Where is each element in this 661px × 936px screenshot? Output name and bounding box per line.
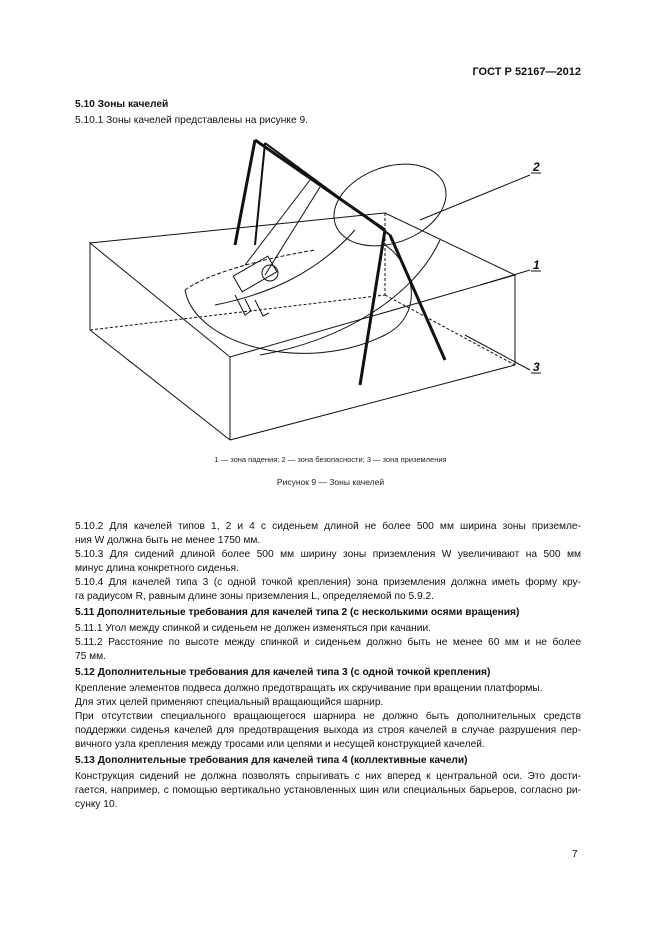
section-heading: 5.13 Дополнительные требования для качелей типа 4 (коллективные качели) (75, 755, 468, 766)
page-number: 7 (572, 849, 578, 860)
paragraph: вичного узла крепления между тросами или цепями и несущей конструкцией качелей. (75, 739, 485, 750)
paragraph: Для этих целей применяют специальный вращающийся шарнир. (75, 697, 384, 708)
label-2: 2 (533, 160, 540, 174)
zone-3-outline (185, 250, 315, 290)
figure-title: Рисунок 9 — Зоны качелей (276, 477, 385, 487)
swing-chain (265, 187, 320, 275)
zone-2-outline (260, 240, 440, 355)
section-heading: 5.12 Дополнительные требования для качелей типа 3 (с одной точкой крепления) (75, 667, 491, 678)
section-heading: 5.10 Зоны качелей (75, 99, 169, 110)
leader-2 (420, 175, 530, 220)
swing-seat-edge (255, 300, 269, 316)
box-edge (230, 365, 515, 440)
paragraph: минус длина конкретного сиденья. (75, 563, 239, 574)
standard-number: ГОСТ Р 52167—2012 (472, 66, 581, 78)
figure-legend: 1 — зона падения; 2 — зона безопасности; 3 — зона приземления (214, 455, 447, 464)
frame-leg (235, 140, 255, 245)
paragraph: га радиусом R, равным длине зоны приземления L, определяемой по 5.9.2. (75, 591, 434, 602)
paragraph: 5.10.2 Для качелей типов 1, 2 и 4 с сиденьем длиной не более 500 мм ширина зоны приземле- (75, 521, 581, 532)
paragraph: 5.11.2 Расстояние по высоте между спинкой и сиденьем должно быть не менее 60 мм и не более (75, 637, 581, 648)
frame-leg (255, 143, 265, 245)
paragraph: 5.11.1 Угол между спинкой и сиденьем не должен изменяться при качании. (75, 623, 432, 634)
paragraph: поддержки сиденья качелей для предотвращения выхода из строя качелей в случае разрушения пер- (75, 725, 581, 736)
body-text (75, 520, 581, 812)
label-3: 3 (533, 360, 540, 374)
paragraph: 75 мм. (75, 651, 107, 662)
swing-seat (233, 256, 277, 292)
zone-2-ellipse (323, 149, 458, 260)
paragraph: 5.10.4 Для качелей типа 3 (с одной точкой крепления) зона приземления должна иметь форму кру- (75, 577, 581, 588)
paragraph: Конструкция сидений не должна позволять спрыгивать с них вперед к центральной оси. Это дости- (75, 771, 581, 782)
section-heading: 5.11 Дополнительные требования для качелей типа 2 (с несколькими осями вращения) (75, 607, 520, 618)
paragraph: При отсутствии специального вращающегося шарнира не должно быть дополнительных средств (75, 711, 581, 722)
leader-1 (480, 270, 530, 285)
zone-1-top-face (90, 213, 515, 357)
hidden-edge (385, 295, 515, 365)
paragraph: ния W должна быть не менее 1750 мм. (75, 535, 261, 546)
section-5-10 (75, 98, 581, 128)
paragraph: сунку 10. (75, 799, 118, 810)
paragraph: Крепление элементов подвеса должно предотвращать их скручивание при вращении платформы. (75, 683, 543, 694)
box-edge (90, 330, 230, 440)
leader-3 (465, 335, 530, 370)
paragraph: 5.10.1 Зоны качелей представлены на рисунке 9. (75, 115, 308, 126)
frame-beam (265, 143, 390, 235)
figure-swing-zones (85, 135, 555, 445)
paragraph: 5.10.3 Для сидений длиной более 500 мм ширину зоны приземления W увеличивают на 500 мм (75, 549, 581, 560)
paragraph: гается, например, с помощью вертикально установленных шин или специальных барьеров, согласно ри- (75, 785, 581, 796)
frame-leg (360, 230, 385, 385)
label-1: 1 (533, 258, 540, 272)
